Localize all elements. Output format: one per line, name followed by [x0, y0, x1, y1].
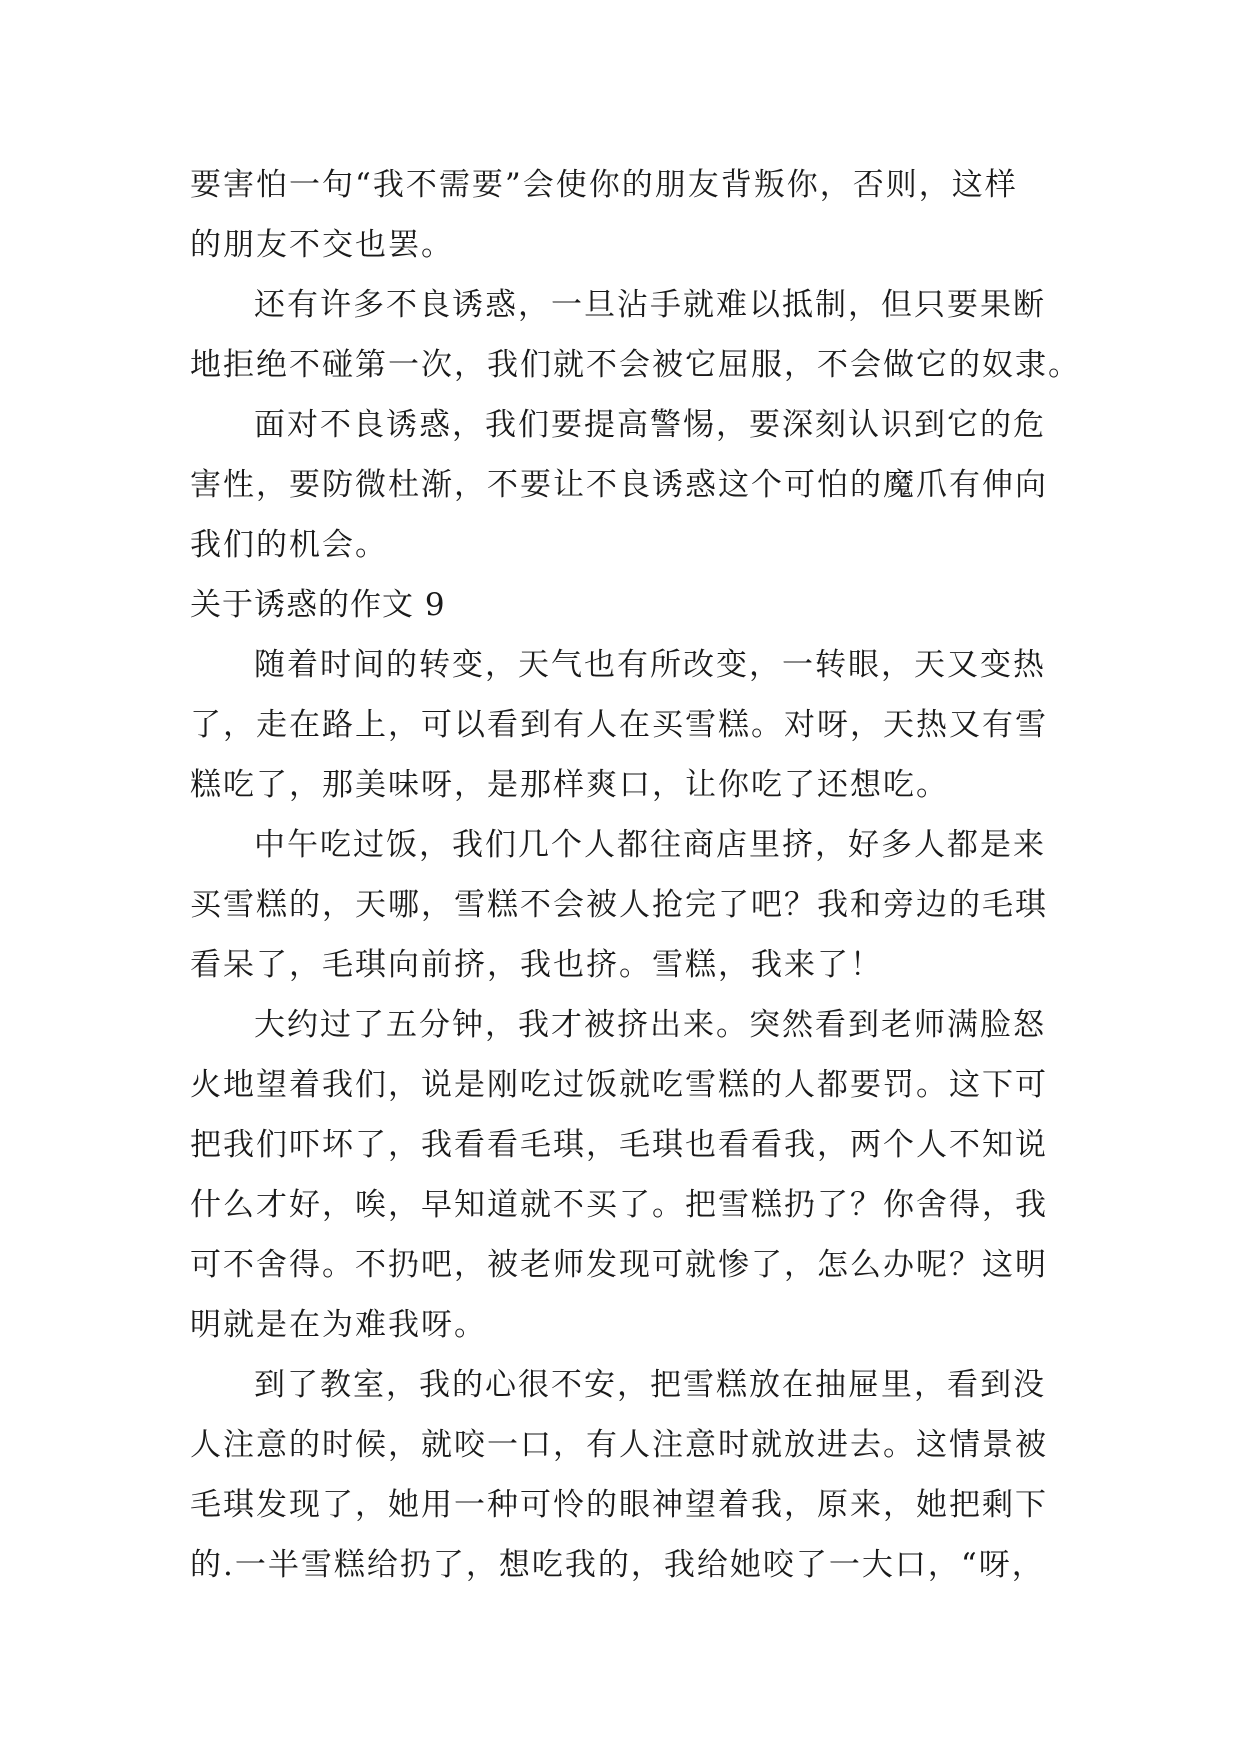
text-line: 明就是在为难我呀。 — [190, 1307, 487, 1343]
text-line: 人注意的时候，就咬一口，有人注意时就放进去。这情景被 — [190, 1427, 1048, 1463]
paragraph-start-line: 中午吃过饭，我们几个人都往商店里挤，好多人都是来 — [254, 827, 1046, 863]
text-line: 地拒绝不碰第一次，我们就不会被它屈服，不会做它的奴隶。 — [190, 347, 1081, 383]
document-body — [190, 155, 1081, 1595]
text-line: 火地望着我们，说是刚吃过饭就吃雪糕的人都要罚。这下可 — [190, 1067, 1048, 1103]
text-line: 什么才好，唉，早知道就不买了。把雪糕扔了？你舍得，我 — [190, 1187, 1048, 1223]
text-line: 买雪糕的，天哪，雪糕不会被人抢完了吧？我和旁边的毛琪 — [190, 887, 1048, 923]
text-line: 看呆了，毛琪向前挤，我也挤。雪糕，我来了！ — [190, 947, 883, 983]
paragraph-start-line: 还有许多不良诱惑，一旦沾手就难以抵制，但只要果断 — [254, 287, 1046, 323]
text-line: 害性，要防微杜渐，不要让不良诱惑这个可怕的魔爪有伸向 — [190, 467, 1048, 503]
paragraph-start-line: 随着时间的转变，天气也有所改变，一转眼，天又变热 — [254, 647, 1046, 683]
text-line: 要害怕一句“我不需要”会使你的朋友背叛你，否则，这样 — [190, 167, 1018, 203]
paragraph-start-line: 面对不良诱惑，我们要提高警惕，要深刻认识到它的危 — [254, 407, 1046, 443]
text-line: 把我们吓坏了，我看看毛琪，毛琪也看看我，两个人不知说 — [190, 1127, 1048, 1163]
text-line: 糕吃了，那美味呀，是那样爽口，让你吃了还想吃。 — [190, 767, 949, 803]
text-line: 我们的机会。 — [190, 527, 388, 563]
text-line: 了，走在路上，可以看到有人在买雪糕。对呀，天热又有雪 — [190, 707, 1048, 743]
section-heading: 关于诱惑的作文 9 — [190, 587, 446, 623]
text-line: 可不舍得。不扔吧，被老师发现可就惨了，怎么办呢？这明 — [190, 1247, 1048, 1283]
text-line: 的朋友不交也罢。 — [190, 227, 454, 263]
paragraph-start-line: 到了教室，我的心很不安，把雪糕放在抽屉里，看到没 — [254, 1367, 1046, 1403]
paragraph-start-line: 大约过了五分钟，我才被挤出来。突然看到老师满脸怒 — [254, 1007, 1046, 1043]
text-line: 的.一半雪糕给扔了，想吃我的，我给她咬了一大口，“呀， — [190, 1547, 1045, 1583]
text-line: 毛琪发现了，她用一种可怜的眼神望着我，原来，她把剩下 — [190, 1487, 1048, 1523]
